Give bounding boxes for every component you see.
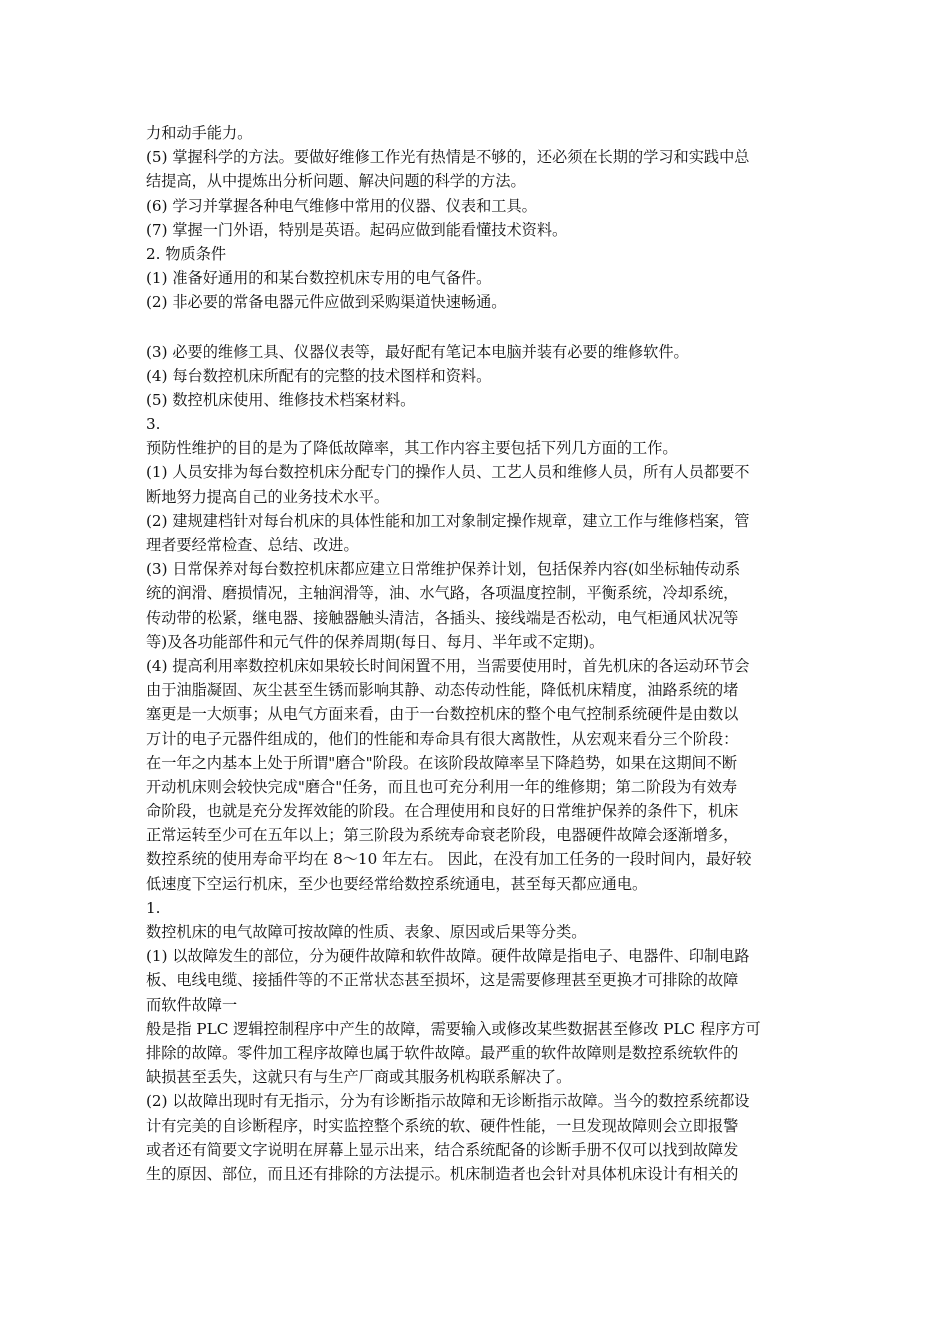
text-line: 正常运转至少可在五年以上；第三阶段为系统寿命衰老阶段，电器硬件故障会逐渐增多， <box>146 826 739 845</box>
text-line: 数控机床的电气故障可按故障的性质、表象、原因或后果等分类。 <box>146 923 587 941</box>
text-line: 板、电线电缆、接插件等的不正常状态甚至损坏，这是需要修理甚至更换才可排除的故障 <box>146 971 739 990</box>
text-line: (4) 提高利用率数控机床如果较长时间闲置不用，当需要使用时，首先机床的各运动环节会 <box>146 656 750 675</box>
text-line: (4) 每台数控机床所配有的完整的技术图样和资料。 <box>146 366 492 385</box>
section-heading: 3. <box>146 415 161 434</box>
text-line: (3) 必要的维修工具、仪器仪表等，最好配有笔记本电脑并装有必要的维修软件。 <box>146 342 689 361</box>
text-line: 由于油脂凝固、灰尘甚至生锈而影响其静、动态传动性能，降低机床精度，油路系统的堵 <box>146 681 739 700</box>
text-line: (6) 学习并掌握各种电气维修中常用的仪器、仪表和工具。 <box>146 196 537 215</box>
text-line: (2) 建规建档针对每台机床的具体性能和加工对象制定操作规章，建立工作与维修档案，管 <box>146 511 750 530</box>
text-line: 断地努力提高自己的业务技术水平。 <box>146 487 389 506</box>
text-line: 传动带的松紧，继电器、接触器触头清洁，各插头、接线端是否松动，电气柜通风状况等 <box>146 608 739 627</box>
text-line: 排除的故障。零件加工程序故障也属于软件故障。最严重的软件故障则是数控系统软件的 <box>146 1043 739 1062</box>
text-line: 预防性维护的目的是为了降低故障率，其工作内容主要包括下列几方面的工作。 <box>146 439 678 458</box>
text-line: 低速度下空运行机床，至少也要经常给数控系统通电，甚至每天都应通电。 <box>146 874 648 893</box>
text-line: 开动机床则会较快完成"磨合"任务，而且也可充分利用一年的维修期；第二阶段为有效寿 <box>146 777 738 796</box>
text-line: (7) 掌握一门外语，特别是英语。起码应做到能看懂技术资料。 <box>146 220 568 239</box>
text-line: 力和动手能力。 <box>146 124 253 142</box>
section-heading: 1. <box>146 898 161 917</box>
text-line: (1) 以故障发生的部位，分为硬件故障和软件故障。硬件故障是指电子、电器件、印制电路 <box>146 947 750 966</box>
text-line: (2) 以故障出现时有无指示，分为有诊断指示故障和无诊断指示故障。当今的数控系统都设 <box>146 1092 750 1111</box>
text-line: 而软件故障一 <box>146 995 238 1014</box>
text-line: 数控系统的使用寿命平均在 8～10 年左右。 因此，在没有加工任务的一段时间内，最好较 <box>146 850 752 869</box>
text-line: 塞更是一大烦事；从电气方面来看，由于一台数控机床的整个电气控制系统硬件是由数以 <box>146 705 739 724</box>
text-line: (2) 非必要的常备电器元件应做到采购渠道快速畅通。 <box>146 293 507 312</box>
text-line: 或者还有简要文字说明在屏幕上显示出来，结合系统配备的诊断手册不仅可以找到故障发 <box>146 1140 739 1159</box>
text-line: 统的润滑、磨损情况，主轴润滑等，油、水气路，各项温度控制，平衡系统，冷却系统， <box>146 584 739 603</box>
text-line: 计有完美的自诊断程序，时实监控整个系统的软、硬件性能，一旦发现故障则会立即报警 <box>146 1116 739 1135</box>
text-line: 生的原因、部位，而且还有排除的方法提示。机床制造者也会针对具体机床设计有相关的 <box>146 1164 739 1183</box>
text-line: 万计的电子元器件组成的，他们的性能和寿命具有很大离散性，从宏观来看分三个阶段： <box>146 729 739 748</box>
section-heading: 2. 物质条件 <box>146 244 227 263</box>
text-line: (1) 人员安排为每台数控机床分配专门的操作人员、工艺人员和维修人员，所有人员都要不 <box>146 463 750 482</box>
text-line: (1) 准备好通用的和某台数控机床专用的电气备件。 <box>146 269 492 288</box>
text-line: 等)及各功能部件和元气件的保养周期(每日、每月、半年或不定期)。 <box>146 632 605 651</box>
text-line: 在一年之内基本上处于所谓"磨合"阶段。在该阶段故障率呈下降趋势，如果在这期间不断 <box>146 753 738 772</box>
text-line: 理者要经常检查、总结、改进。 <box>146 536 359 554</box>
document-body <box>146 121 810 1186</box>
text-line: 缺损甚至丢失，这就只有与生产厂商或其服务机构联系解决了。 <box>146 1068 572 1087</box>
text-line: (3) 日常保养对每台数控机床都应建立日常维护保养计划，包括保养内容(如坐标轴传动系 <box>146 560 741 579</box>
text-line: 命阶段，也就是充分发挥效能的阶段。在合理使用和良好的日常维护保养的条件下，机床 <box>146 802 739 821</box>
text-line: (5) 掌握科学的方法。要做好维修工作光有热情是不够的，还必须在长期的学习和实践中总 <box>146 148 750 167</box>
text-line: (5) 数控机床使用、维修技术档案材料。 <box>146 390 416 409</box>
paragraph-gap <box>146 315 810 340</box>
text-line: 结提高，从中提炼出分析问题、解决问题的科学的方法。 <box>146 172 526 191</box>
text-line: 般是指 PLC 逻辑控制程序中产生的故障，需要输入或修改某些数据甚至修改 PLC 程序方可 <box>146 1019 761 1038</box>
